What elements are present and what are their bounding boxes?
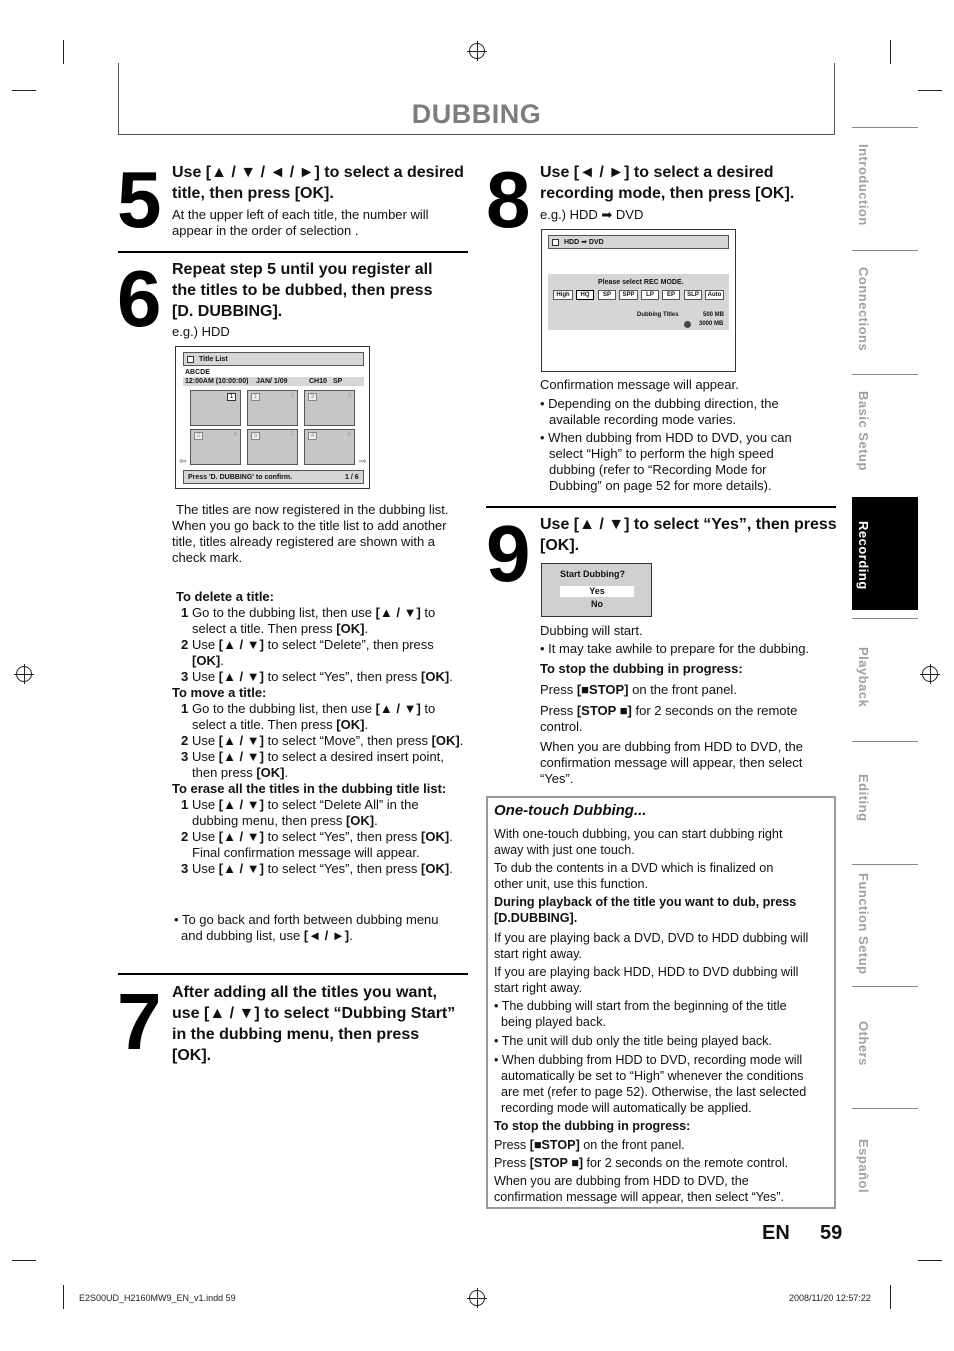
- title-thumbnail[interactable]: 1: [190, 390, 241, 426]
- title-frame: [118, 63, 835, 135]
- tab-editing[interactable]: [852, 741, 918, 854]
- tab-playback[interactable]: [852, 618, 918, 731]
- crop-mark: [890, 40, 891, 64]
- tab-label: Introduction: [856, 144, 871, 226]
- tab-label: Recording: [856, 521, 871, 590]
- screen-icon: [552, 239, 559, 246]
- step-7-heading: After adding all the titles you want, use [▲ / ▼] to select “Dubbing Start” in the dubbing menu, then press [OK].: [172, 984, 456, 1064]
- step-6-heading: Repeat step 5 until you register all the titles to be dubbed, then press [D. DUBBING].: [172, 261, 433, 320]
- arrow-left-icon[interactable]: ⇦: [179, 456, 187, 466]
- registration-mark-icon: [16, 666, 32, 682]
- step-9-body: Dubbing will start. • It may take awhile to prepare for the dubbing. To stop the dubbing in progress: Press [■STOP] on the front panel. Press [STOP ■] for 2 seconds on the remote control. When you are dubbing from HDD to DVD, the confirmation message will appear, then select “Yes”.: [540, 623, 810, 786]
- step-7-number: 7: [117, 977, 159, 1066]
- tab-label: Editing: [856, 774, 871, 822]
- tab-label: Connections: [856, 267, 871, 352]
- disc-usage-icon: [684, 321, 691, 328]
- rec-mode-screen: [541, 229, 736, 372]
- registration-mark-icon: [469, 43, 485, 59]
- rec-mode-panel: Please select REC MODE. High HQ SP SPP LP EP SLP Auto Dubbing Titles 500 MB 3000 MB: [548, 274, 729, 330]
- tab-label: Español: [856, 1139, 871, 1194]
- page-number: 59: [820, 1222, 843, 1244]
- separator: [118, 973, 468, 975]
- arrow-right-icon[interactable]: ⇨: [359, 456, 367, 466]
- tab-espanol[interactable]: [852, 1108, 918, 1221]
- page-title: DUBBING: [411, 99, 542, 129]
- rec-mode-option[interactable]: High: [553, 290, 573, 300]
- step-6-number: 6: [117, 254, 159, 343]
- crop-mark: [63, 1285, 64, 1309]
- title-list-screen: Title List ABCDE 12:00AM (10:00:00) JAN/ 1/09 CH10 SP 1 1 2 3 3 2 4 5 5 4 6 ⇦ ⇨ Press 'D. DUBBING' to confirm. 1 / 6: [175, 346, 370, 489]
- title-thumbnail[interactable]: 1 2: [247, 390, 298, 426]
- step-5-heading: Use [▲ / ▼ / ◄ / ►] to select a desired title, then press [OK].: [172, 164, 464, 202]
- title-thumbnail[interactable]: 4 6: [304, 429, 355, 465]
- rec-mode-option[interactable]: EP: [662, 290, 680, 300]
- crop-mark: [918, 1260, 942, 1261]
- tab-label: Basic Setup: [856, 391, 871, 471]
- one-touch-dubbing-box: [486, 796, 836, 1209]
- one-touch-title: One-touch Dubbing...: [494, 802, 647, 819]
- registration-mark-icon: [469, 1290, 485, 1306]
- language-label: EN: [762, 1222, 790, 1244]
- one-touch-body: With one-touch dubbing, you can start dubbing right away with just one touch. To dub the contents in a DVD which is finalized on other unit, use this function. During playback of the title you want to dub, press [D.DUBBING]. If you are playing back a DVD, DVD to HDD dubbing will start right away. If you are playing back HDD, HDD to DVD dubbing will start right away. • The dubbing will start from the beginning of the title being played back. • The unit will dub only the title being played back. • When dubbing from HDD to DVD, recording mode will automatically be set to “High” whenever the conditions are met (refer to page 52). Otherwise, the last selected recording mode will automatically be applied. To stop the dubbing in progress: Press [■STOP] on the front panel. Press [STOP ■] for 2 seconds on the remote control. When you are dubbing from HDD to DVD, the confirmation message will appear, then select “Yes”.: [494, 827, 809, 1204]
- step-8-number: 8: [486, 155, 528, 244]
- separator: [486, 506, 836, 508]
- step-9-number: 9: [486, 509, 528, 598]
- crop-mark: [918, 90, 942, 91]
- step-6-after-text: The titles are now registered in the dubbing list. When you go back to the title list to add another title, titles already registered are shown with a check mark.: [172, 502, 449, 565]
- step-8-heading: Use [◄ / ►] to select a desired recording mode, then press [OK].: [540, 164, 795, 202]
- crop-mark: [12, 90, 36, 91]
- step-6-instructions: To delete a title: 1 Go to the dubbing list, then use [▲ / ▼] to select a title. Then press [OK]. 2 Use [▲ / ▼] to select “Delete”, then press [OK]. 3 Use [▲ / ▼] to select “Yes”, then press [OK]. To move a title: 1 Go to the dubbing list, then use [▲ / ▼] to select a title. Then press [OK]. 2 Use [▲ / ▼] to select “Move”, then press [OK]. 3 Use [▲ / ▼] to select a desired insert point, then press [OK]. To erase all the titles in the dubbing title list: 1 Use [▲ / ▼] to select “Delete All” in the dubbing menu, then press [OK]. 2 Use [▲ / ▼] to select “Yes”, then press [OK]. Final confirmation message will appear. 3 Use [▲ / ▼] to select “Yes”, then press [OK].: [172, 589, 464, 876]
- title-thumbnail[interactable]: 3 3: [304, 390, 355, 426]
- title-thumbnail[interactable]: 2 4: [190, 429, 241, 465]
- rec-mode-option[interactable]: LP: [641, 290, 659, 300]
- title-thumbnail[interactable]: 5 5: [247, 429, 298, 465]
- crop-mark: [12, 1260, 36, 1261]
- title-list-footer: Press 'D. DUBBING' to confirm. 1 / 6: [183, 470, 364, 484]
- step-5-body: At the upper left of each title, the number will appear in the order of selection .: [172, 207, 429, 238]
- step-9-heading: Use [▲ / ▼] to select “Yes”, then press [OK].: [540, 516, 837, 554]
- tab-function-setup[interactable]: [852, 864, 918, 977]
- tab-label: Function Setup: [856, 873, 871, 975]
- step-6-note: • To go back and forth between dubbing menu and dubbing list, use [◄ / ►].: [174, 912, 439, 943]
- separator: [118, 251, 468, 253]
- rec-mode-header: HDD ➡ DVD: [548, 235, 729, 249]
- tab-recording[interactable]: [852, 497, 918, 610]
- title-list-header: Title List: [183, 352, 364, 366]
- tab-connections[interactable]: [852, 250, 918, 363]
- step-8-body: Confirmation message will appear. • Depending on the dubbing direction, the available recording mode varies. • When dubbing from HDD to DVD, you can select “High” to perform the high speed dubbing (refer to “Recording Mode for Dubbing” on page 52 for more details).: [540, 377, 792, 493]
- rec-mode-option[interactable]: SLP: [684, 290, 702, 300]
- file-name: E2S00UD_H2160MW9_EN_v1.indd 59: [79, 1293, 236, 1303]
- start-dubbing-dialog: Start Dubbing? Yes No: [541, 563, 652, 617]
- rec-mode-option[interactable]: SP: [598, 290, 616, 300]
- rec-mode-option[interactable]: HQ: [576, 290, 594, 300]
- dialog-no-option[interactable]: No: [591, 599, 603, 609]
- registration-mark-icon: [922, 666, 938, 682]
- tab-label: Playback: [856, 647, 871, 708]
- step-5-number: 5: [117, 155, 159, 244]
- crop-mark: [63, 40, 64, 64]
- print-timestamp: 2008/11/20 12:57:22: [789, 1293, 871, 1303]
- tab-introduction[interactable]: [852, 127, 918, 240]
- rec-mode-option[interactable]: Auto: [705, 290, 724, 300]
- step-8-example: e.g.) HDD ➡ DVD: [540, 207, 644, 222]
- step-6-example: e.g.) HDD: [172, 324, 230, 339]
- dialog-yes-option[interactable]: Yes: [560, 586, 634, 597]
- tab-label: Others: [856, 1021, 871, 1066]
- rec-mode-option[interactable]: SPP: [619, 290, 638, 300]
- crop-mark: [890, 1285, 891, 1309]
- tab-others[interactable]: [852, 986, 918, 1099]
- title-info-bar: 12:00AM (10:00:00) JAN/ 1/09 CH10 SP: [183, 377, 364, 386]
- tab-basic-setup[interactable]: [852, 374, 918, 487]
- screen-icon: [187, 356, 194, 363]
